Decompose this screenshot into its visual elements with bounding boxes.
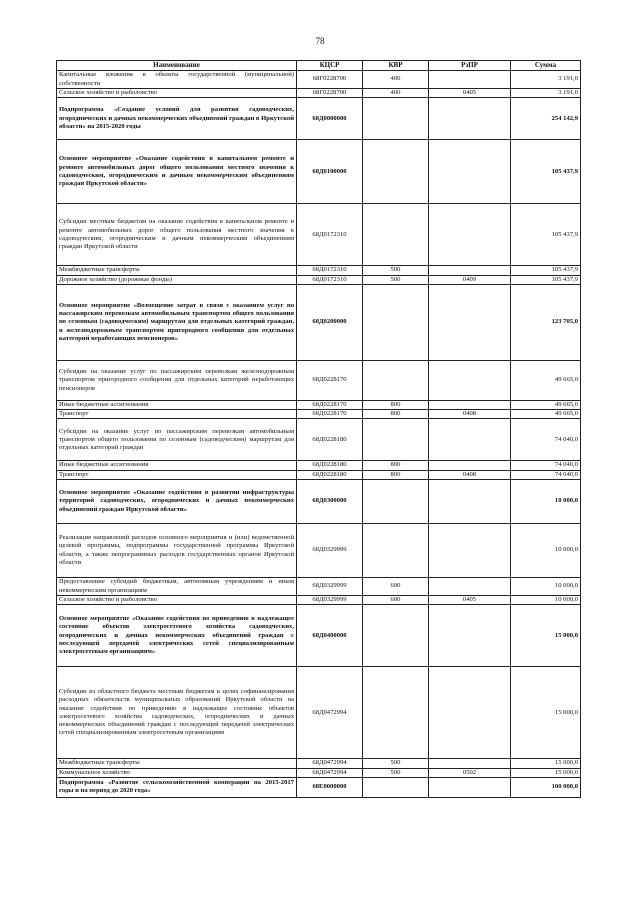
row-kcsr-cell: 68Д0228180 [297,419,363,461]
table-row [57,89,581,98]
row-rzpr-cell [429,480,511,524]
row-kvr-cell [363,605,429,667]
table-row [57,140,581,204]
row-kcsr-cell: 68Д0228180 [297,461,363,470]
table-row [57,360,581,400]
row-sum-cell: 10 000,0 [511,524,581,578]
row-kcsr-cell: 68Д0228170 [297,400,363,409]
row-name-cell: Дорожное хозяйство (дорожные фонды) [57,275,297,284]
row-kvr-cell: 800 [363,400,429,409]
row-kcsr-cell: 68Д0000000 [297,98,363,140]
row-kvr-cell [363,98,429,140]
table-row [57,275,581,284]
table-row [57,98,581,140]
row-name-cell: Подпрограмма «Создание условий для развития садоводческих, огороднических и дачных некоммерческих объединений граждан в Иркутской области» на 2015-2020 годы [57,98,297,140]
row-name-cell: Иные бюджетные ассигнования [57,461,297,470]
row-rzpr-cell: 0409 [429,275,511,284]
row-kcsr-cell: 68Д0329999 [297,524,363,578]
row-kvr-cell [363,140,429,204]
row-kvr-cell: 400 [363,89,429,98]
row-sum-cell: 74 040,0 [511,470,581,479]
row-kvr-cell: 800 [363,470,429,479]
row-sum-cell: 74 040,0 [511,461,581,470]
row-name-cell: Основное мероприятие «Возмещение затрат в связи с оказанием услуг по пассажирским перевозкам автомобильным транспортом общего пользования по сезонным (садоводческим) маршрутам для отдельных категорий граждан, и железнодорожным транспортом пригородного сообщения для отдельных категорий неработающих пенсионеров» [57,284,297,360]
row-kvr-cell [363,284,429,360]
row-kcsr-cell: 68Г0228700 [297,89,363,98]
row-rzpr-cell [429,667,511,759]
row-sum-cell: 74 040,0 [511,419,581,461]
table-row [57,759,581,768]
row-kcsr-cell: 68Д0172310 [297,275,363,284]
budget-table [56,60,581,798]
row-sum-cell: 49 665,0 [511,410,581,419]
table-row [57,480,581,524]
row-name-cell: Реализация направлений расходов основного мероприятия и (или) ведомственной целевой программы, подпрограммы государственной программы Иркутской области, а также непрограммных расходов государственных органов Иркутской области [57,524,297,578]
table-row [57,204,581,266]
row-sum-cell: 10 000,0 [511,578,581,596]
row-rzpr-cell [429,204,511,266]
row-rzpr-cell [429,71,511,89]
row-kcsr-cell: 68Д0329999 [297,578,363,596]
row-name-cell: Основное мероприятие «Оказание содействия по приведению в надлежащее состояние объектов электросетевого хозяйства садоводческих, огороднических и дачных некоммерческих объединений граждан с последующей передачей электрических сетей специализированным электросетевым организациям» [57,605,297,667]
table-row [57,605,581,667]
row-sum-cell: 105 437,9 [511,140,581,204]
row-kcsr-cell: 68Д0472994 [297,768,363,777]
row-kvr-cell [363,667,429,759]
row-name-cell: Подпрограмма «Развитие сельскохозяйственной кооперации на 2015-2017 годы и на период до 2020 года» [57,777,297,797]
row-sum-cell: 10 000,0 [511,596,581,605]
row-name-cell: Субсидии из областного бюджета местным бюджетам в целях софинансирования расходных обязательств муниципальных образований Иркутской области на оказание содействия по приведению в надлежащее состояние объектов электросетевого хозяйства садоводческих, огороднических и дачных некоммерческих объединений граждан с последующей передачей электрических сетей специализированным электросетевым организациям [57,667,297,759]
row-rzpr-cell [429,524,511,578]
row-rzpr-cell [429,605,511,667]
row-kcsr-cell: 68Д0172310 [297,204,363,266]
row-name-cell: Субсидии местным бюджетам на оказание содействия в капитальном ремонте и ремонте автомобильных дорог общего пользования местного значения к садоводческим, огородническим и дачным некоммерческим объединениям граждан Иркутской области [57,204,297,266]
row-rzpr-cell: 0502 [429,768,511,777]
row-rzpr-cell [429,98,511,140]
row-kvr-cell: 500 [363,768,429,777]
row-kvr-cell: 500 [363,759,429,768]
row-kvr-cell [363,419,429,461]
column-header-name: Наименование [57,61,297,71]
row-name-cell: Межбюджетные трансферты [57,266,297,275]
column-header-kvr: КВР [363,61,429,71]
row-sum-cell: 3 191,0 [511,71,581,89]
table-row [57,400,581,409]
row-sum-cell: 15 000,0 [511,768,581,777]
row-sum-cell: 10 000,0 [511,480,581,524]
table-row [57,71,581,89]
row-rzpr-cell [429,461,511,470]
row-sum-cell: 15 000,0 [511,667,581,759]
row-kcsr-cell: 68Е0000000 [297,777,363,797]
table-row [57,419,581,461]
row-name-cell: Иные бюджетные ассигнования [57,400,297,409]
row-sum-cell: 49 665,0 [511,400,581,409]
row-name-cell: Субсидии на оказание услуг по пассажирским перевозкам автомобильным транспортом общего пользования по сезонным (садоводческим) маршрутам для отдельных категорий граждан [57,419,297,461]
table-row [57,470,581,479]
row-rzpr-cell [429,140,511,204]
row-rzpr-cell: 0408 [429,410,511,419]
column-header-rzpr: РзПР [429,61,511,71]
table-row [57,284,581,360]
row-rzpr-cell [429,777,511,797]
page-number: 78 [315,36,325,46]
row-sum-cell: 3 191,0 [511,89,581,98]
table-row [57,768,581,777]
row-kcsr-cell: 68Д0100000 [297,140,363,204]
row-sum-cell: 100 000,0 [511,777,581,797]
row-rzpr-cell: 0408 [429,470,511,479]
row-rzpr-cell [429,360,511,400]
table-row [57,524,581,578]
row-kvr-cell: 600 [363,578,429,596]
row-name-cell: Сельское хозяйство и рыболовство [57,596,297,605]
row-kcsr-cell: 68Д0400000 [297,605,363,667]
row-rzpr-cell: 0405 [429,89,511,98]
row-name-cell: Транспорт [57,470,297,479]
row-sum-cell: 123 705,0 [511,284,581,360]
row-sum-cell: 105 437,9 [511,266,581,275]
row-name-cell: Основное мероприятие «Оказание содействия в капитальном ремонте и ремонте автомобильных дорог общего пользования местного значения к садоводческим, огородническим и дачным некоммерческим объединениям граждан Иркутской области» [57,140,297,204]
table-row [57,266,581,275]
row-kvr-cell: 600 [363,596,429,605]
row-kcsr-cell: 68Д0172310 [297,266,363,275]
row-kvr-cell: 500 [363,275,429,284]
row-rzpr-cell [429,759,511,768]
row-kvr-cell: 800 [363,410,429,419]
row-kcsr-cell: 68Д0200000 [297,284,363,360]
row-kvr-cell: 400 [363,71,429,89]
column-header-sum: Сумма [511,61,581,71]
row-name-cell: Предоставление субсидий бюджетным, автономным учреждениям и иным некоммерческим организациям [57,578,297,596]
row-name-cell: Межбюджетные трансферты [57,759,297,768]
row-rzpr-cell [429,284,511,360]
table-row [57,410,581,419]
table-body [57,71,581,798]
table-row [57,777,581,797]
row-sum-cell: 254 142,9 [511,98,581,140]
row-sum-cell: 105 437,9 [511,275,581,284]
budget-table-container [56,60,580,798]
row-rzpr-cell: 0405 [429,596,511,605]
table-row [57,596,581,605]
row-kcsr-cell: 68Д0300000 [297,480,363,524]
row-kcsr-cell: 68Д0472994 [297,759,363,768]
row-kvr-cell: 500 [363,266,429,275]
table-row [57,667,581,759]
table-row [57,461,581,470]
row-kvr-cell [363,204,429,266]
row-kvr-cell [363,777,429,797]
column-header-kcsr: КЦСР [297,61,363,71]
row-name-cell: Капитальные вложения в объекты государственной (муниципальной) собственности [57,71,297,89]
table-row [57,578,581,596]
row-kcsr-cell: 68Д0228170 [297,410,363,419]
row-kvr-cell: 800 [363,461,429,470]
row-name-cell: Сельское хозяйство и рыболовство [57,89,297,98]
row-sum-cell: 49 665,0 [511,360,581,400]
row-sum-cell: 15 000,0 [511,759,581,768]
row-name-cell: Транспорт [57,410,297,419]
row-kcsr-cell: 68Д0472994 [297,667,363,759]
row-rzpr-cell [429,400,511,409]
row-name-cell: Коммунальное хозяйство [57,768,297,777]
row-rzpr-cell [429,419,511,461]
row-kcsr-cell: 68Д0228170 [297,360,363,400]
row-name-cell: Основное мероприятие «Оказание содействия в развитии инфраструктуры территорий садоводческих, огороднических и дачных некоммерческих объединений граждан Иркутской области» [57,480,297,524]
table-header-row [57,61,581,71]
row-kcsr-cell: 68Д0329999 [297,596,363,605]
row-name-cell: Субсидии на оказание услуг по пассажирским перевозкам железнодорожным транспортом пригородного сообщения для отдельных категорий неработающих пенсионеров [57,360,297,400]
row-kvr-cell [363,360,429,400]
row-sum-cell: 15 000,0 [511,605,581,667]
row-sum-cell: 105 437,9 [511,204,581,266]
row-kvr-cell [363,480,429,524]
row-kcsr-cell: 68Г0228700 [297,71,363,89]
row-rzpr-cell [429,578,511,596]
row-rzpr-cell [429,266,511,275]
row-kvr-cell [363,524,429,578]
row-kcsr-cell: 68Д0228180 [297,470,363,479]
